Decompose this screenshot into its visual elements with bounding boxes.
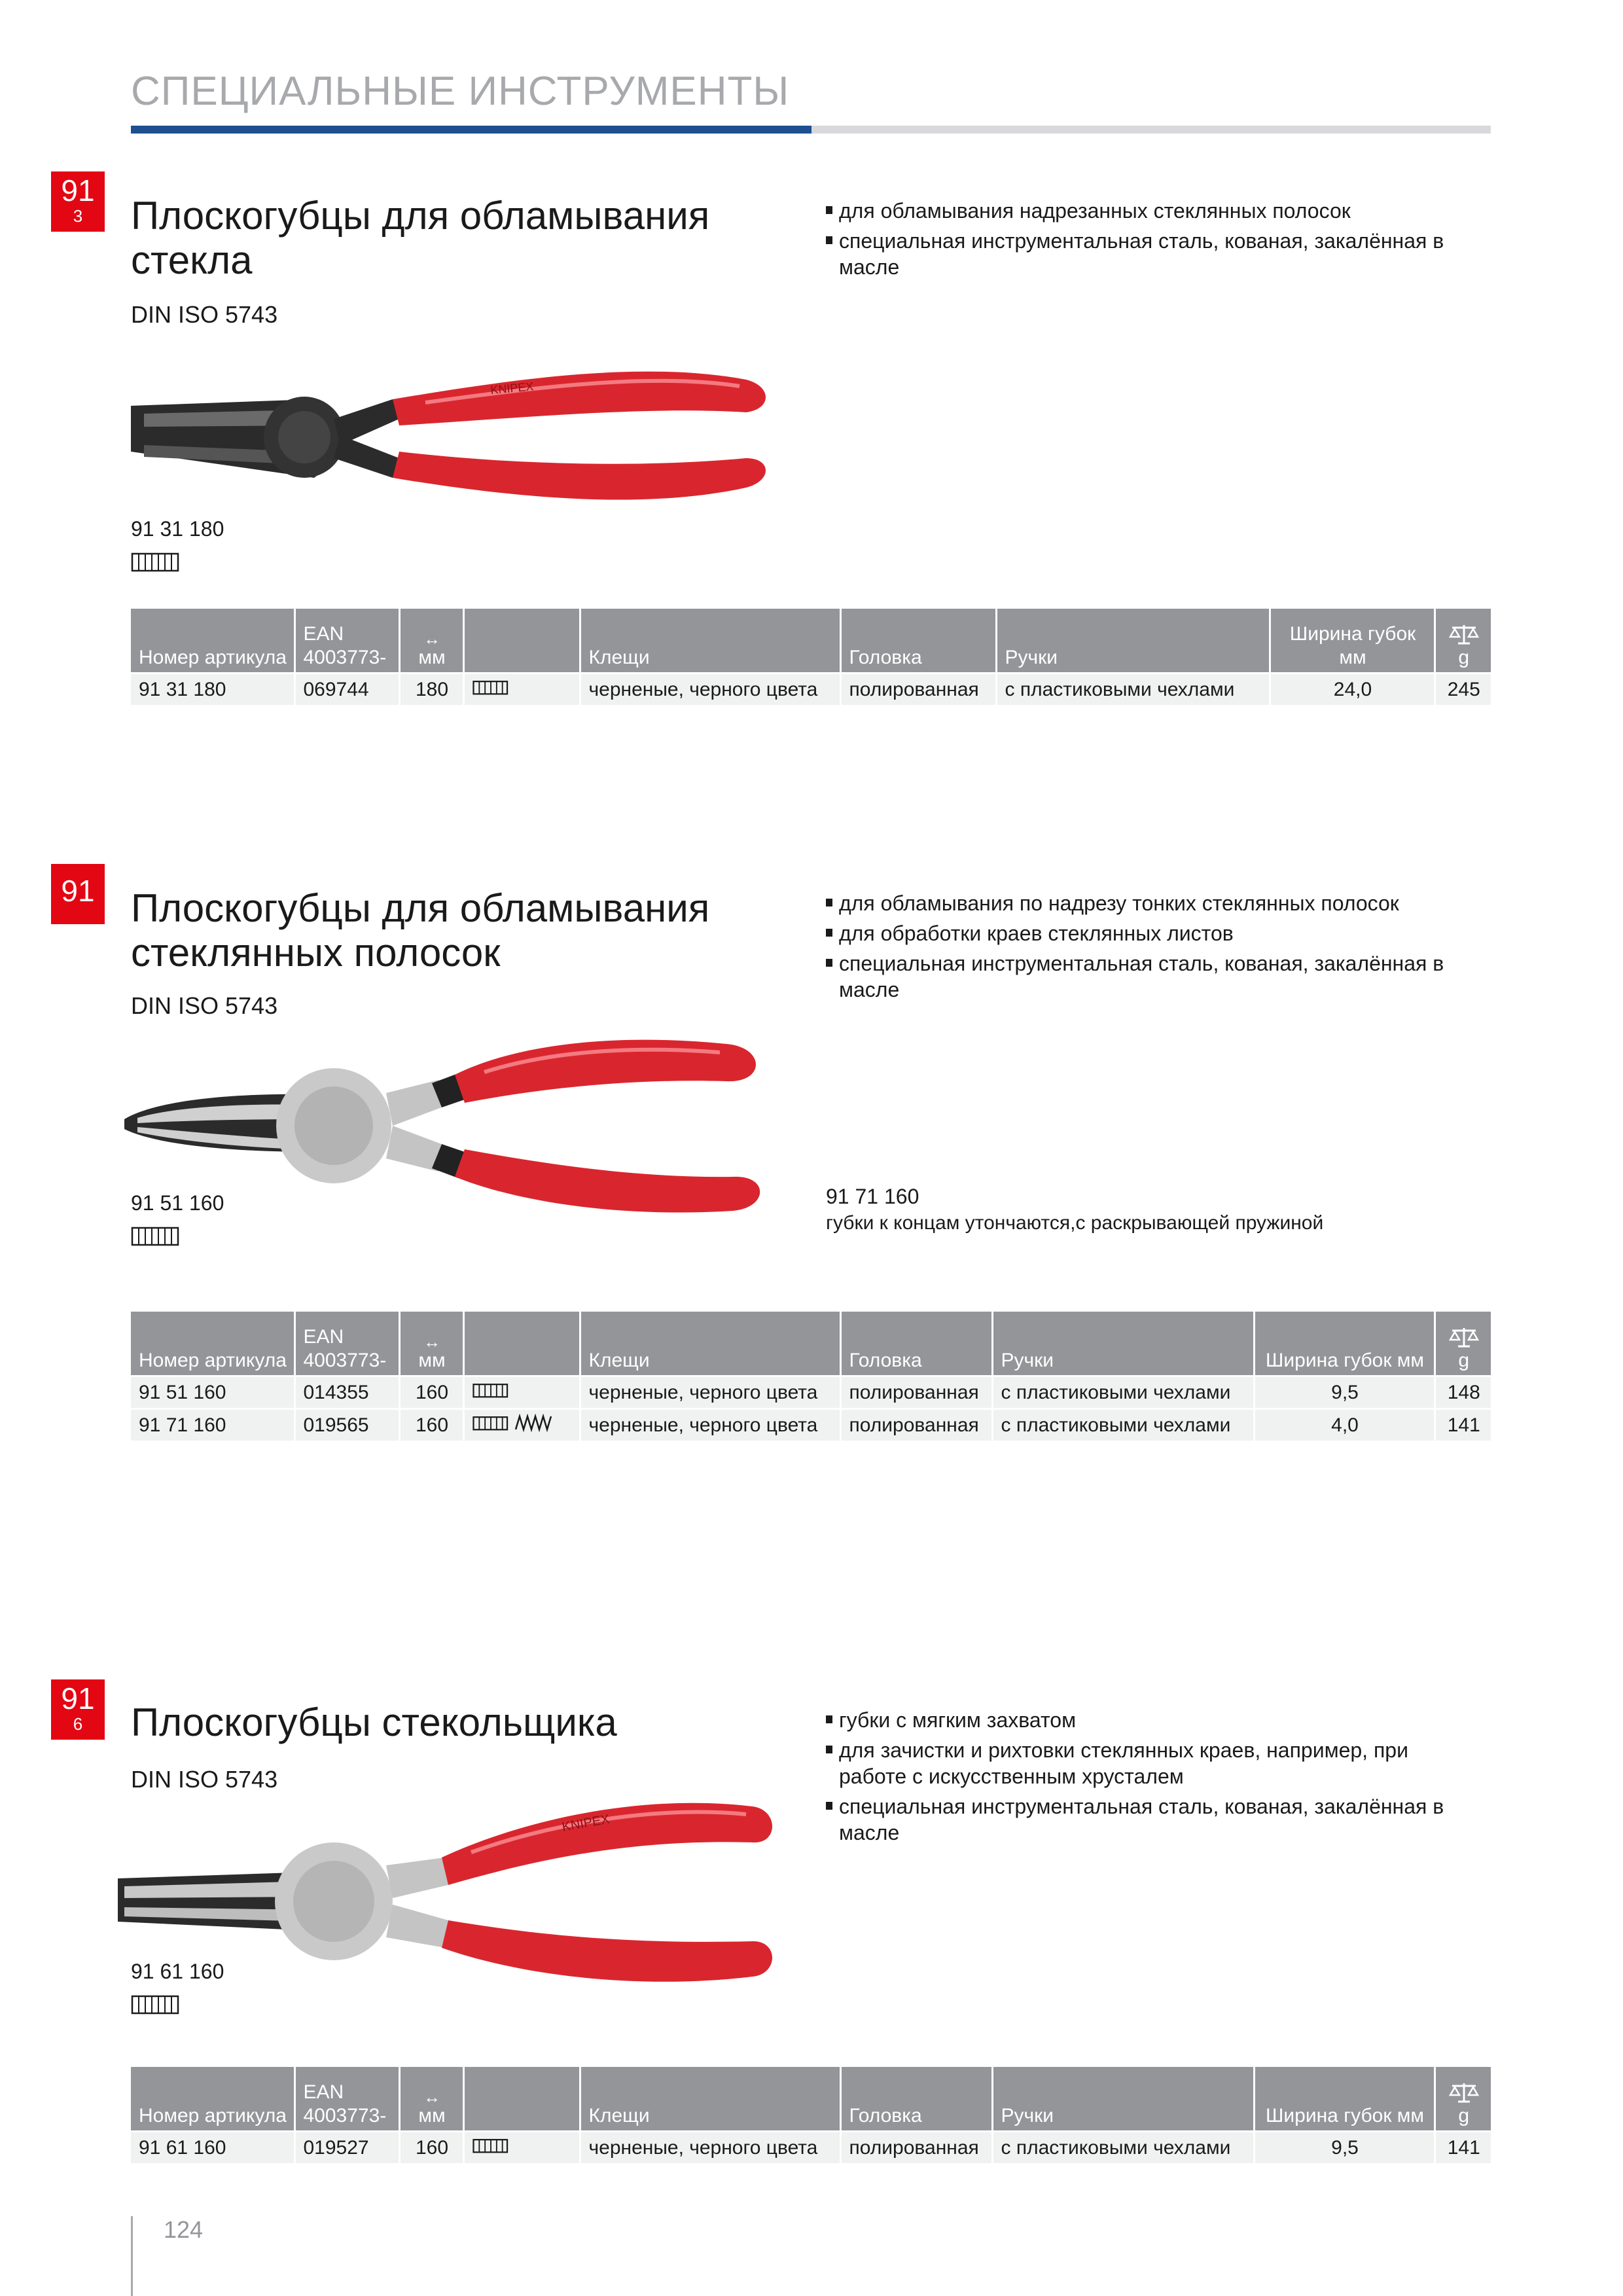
- cell-head: полированная: [840, 673, 996, 705]
- col-jaw-width: Ширина губок мм: [1270, 609, 1435, 673]
- product-title-line: Плоскогубцы для обламывания: [131, 886, 710, 930]
- badge-subnumber: 3: [73, 206, 83, 226]
- cell-handles: с пластиковыми чехлами: [992, 1408, 1254, 1441]
- feature-list: [826, 198, 1467, 284]
- cell-length: 160: [399, 2131, 463, 2163]
- cell-weight: 141: [1435, 1408, 1491, 1441]
- spring-icon: [514, 1414, 554, 1432]
- cell-article: 91 71 160: [131, 1408, 294, 1441]
- feature-item: для зачистки и рихтовки стеклянных краев, например, при работе с искусственным хрусталем: [826, 1737, 1467, 1789]
- pliers-image: [118, 353, 772, 537]
- feature-item: специальная инструментальная сталь, кованая, закалённая в масле: [826, 1793, 1467, 1846]
- col-article: Номер артикула: [131, 609, 294, 673]
- scale-icon: [1449, 2081, 1479, 2104]
- table-row: [131, 1408, 1491, 1441]
- spec-table: [131, 609, 1491, 705]
- din-standard: DIN ISO 5743: [131, 992, 278, 1019]
- jaw-grip-icon: [473, 1414, 509, 1432]
- footer-rule: [131, 2216, 133, 2296]
- scale-icon: [1449, 1325, 1479, 1349]
- col-weight: g: [1435, 1312, 1491, 1376]
- table-row: [131, 1376, 1491, 1408]
- col-ean: EAN 4003773-: [294, 2067, 399, 2131]
- col-weight: g: [1435, 609, 1491, 673]
- length-arrow-icon: ↔: [423, 1331, 440, 1352]
- product-title-line: Плоскогубцы для обламывания: [131, 194, 710, 238]
- page-number: 124: [164, 2216, 204, 2243]
- article-label: 91 51 160: [131, 1191, 224, 1215]
- badge-number: 91: [61, 874, 95, 908]
- feature-list: [826, 890, 1467, 1007]
- section-badge: [51, 864, 105, 924]
- cell-weight: 148: [1435, 1376, 1491, 1408]
- variant-code: 91 71 160: [826, 1185, 919, 1208]
- col-length: ↔ мм: [399, 1312, 463, 1376]
- cell-head: полированная: [840, 1408, 992, 1441]
- cell-ean: 019527: [294, 2131, 399, 2163]
- feature-item: специальная инструментальная сталь, кованая, закалённая в масле: [826, 228, 1467, 280]
- cell-article: 91 51 160: [131, 1376, 294, 1408]
- section-badge: [51, 1679, 105, 1740]
- col-pliers: Клещи: [580, 1312, 840, 1376]
- col-head: Головка: [840, 609, 996, 673]
- cell-jaw-width: 4,0: [1254, 1408, 1435, 1441]
- col-ean: EAN 4003773-: [294, 609, 399, 673]
- col-icon: [463, 1312, 580, 1376]
- cell-ean: 019565: [294, 1408, 399, 1441]
- col-article: Номер артикула: [131, 2067, 294, 2131]
- badge-number: 91: [61, 173, 95, 207]
- product-title: [131, 194, 709, 283]
- col-jaw-width: Ширина губок мм: [1254, 1312, 1435, 1376]
- table-row: [131, 673, 1491, 705]
- table-header-row: [131, 1312, 1491, 1376]
- product-title: [131, 886, 709, 975]
- cell-handles: с пластиковыми чехлами: [992, 1376, 1254, 1408]
- cell-article: 91 31 180: [131, 673, 294, 705]
- cell-icon: [463, 1408, 580, 1441]
- col-pliers: Клещи: [580, 2067, 840, 2131]
- cell-ean: 014355: [294, 1376, 399, 1408]
- badge-number: 91: [61, 1681, 95, 1715]
- product-title-line: стекла: [131, 238, 253, 282]
- jaw-grip-icon: [131, 550, 181, 573]
- col-head: Головка: [840, 1312, 992, 1376]
- cell-handles: с пластиковыми чехлами: [996, 673, 1270, 705]
- col-length: ↔ мм: [399, 2067, 463, 2131]
- cell-icon: [463, 1376, 580, 1408]
- brand-imprint: KNIPEX: [490, 380, 535, 397]
- header-divider-accent: [131, 126, 812, 134]
- jaw-grip-icon: [131, 1992, 181, 2016]
- col-icon: [463, 2067, 580, 2131]
- section-badge: [51, 171, 105, 232]
- product-title-line: Плоскогубцы стекольщика: [131, 1700, 617, 1744]
- product-title-line: стеклянных полосок: [131, 931, 501, 975]
- cell-jaw-width: 24,0: [1270, 673, 1435, 705]
- cell-article: 91 61 160: [131, 2131, 294, 2163]
- col-handles: Ручки: [992, 1312, 1254, 1376]
- length-arrow-icon: ↔: [423, 2087, 440, 2107]
- spec-table: [131, 2067, 1491, 2163]
- article-label: 91 61 160: [131, 1960, 224, 1983]
- col-article: Номер артикула: [131, 1312, 294, 1376]
- article-label: 91 31 180: [131, 517, 224, 541]
- din-standard: DIN ISO 5743: [131, 301, 278, 328]
- length-arrow-icon: ↔: [423, 628, 440, 649]
- jaw-grip-icon: [131, 1224, 181, 1247]
- cell-handles: с пластиковыми чехлами: [992, 2131, 1254, 2163]
- badge-subnumber: 6: [73, 1714, 83, 1734]
- jaw-grip-icon: [473, 1381, 509, 1399]
- cell-length: 160: [399, 1376, 463, 1408]
- cell-head: полированная: [840, 2131, 992, 2163]
- cell-head: полированная: [840, 1376, 992, 1408]
- col-length: ↔ мм: [399, 609, 463, 673]
- cell-pliers: черненые, черного цвета: [580, 1408, 840, 1441]
- cell-jaw-width: 9,5: [1254, 1376, 1435, 1408]
- feature-item: для обламывания по надрезу тонких стеклянных полосок: [826, 890, 1467, 916]
- variant-note: губки к концам утончаются,с раскрывающей пружиной: [826, 1212, 1324, 1234]
- cell-pliers: черненые, черного цвета: [580, 2131, 840, 2163]
- col-handles: Ручки: [992, 2067, 1254, 2131]
- cell-length: 180: [399, 673, 463, 705]
- cell-icon: [463, 673, 580, 705]
- feature-item: для обработки краев стеклянных листов: [826, 920, 1467, 946]
- col-weight: g: [1435, 2067, 1491, 2131]
- cell-jaw-width: 9,5: [1254, 2131, 1435, 2163]
- feature-item: специальная инструментальная сталь, кованая, закалённая в масле: [826, 950, 1467, 1003]
- page-header-title: СПЕЦИАЛЬНЫЕ ИНСТРУМЕНТЫ: [131, 69, 790, 114]
- jaw-grip-icon: [473, 2136, 509, 2155]
- table-header-row: [131, 2067, 1491, 2131]
- din-standard: DIN ISO 5743: [131, 1766, 278, 1793]
- cell-weight: 141: [1435, 2131, 1491, 2163]
- cell-icon: [463, 2131, 580, 2163]
- col-pliers: Клещи: [580, 609, 840, 673]
- spec-table: [131, 1312, 1491, 1441]
- cell-pliers: черненые, черного цвета: [580, 673, 840, 705]
- col-ean: EAN 4003773-: [294, 1312, 399, 1376]
- feature-item: для обламывания надрезанных стеклянных полосок: [826, 198, 1467, 224]
- col-head: Головка: [840, 2067, 992, 2131]
- col-handles: Ручки: [996, 609, 1270, 673]
- col-icon: [463, 609, 580, 673]
- col-jaw-width: Ширина губок мм: [1254, 2067, 1435, 2131]
- feature-list: [826, 1707, 1467, 1850]
- table-row: [131, 2131, 1491, 2163]
- cell-weight: 245: [1435, 673, 1491, 705]
- brand-imprint: KNIPEX: [561, 1812, 611, 1835]
- cell-ean: 069744: [294, 673, 399, 705]
- jaw-grip-icon: [473, 678, 509, 696]
- table-header-row: [131, 609, 1491, 673]
- feature-item: губки с мягким захватом: [826, 1707, 1467, 1733]
- scale-icon: [1449, 622, 1479, 646]
- product-title: [131, 1700, 617, 1745]
- cell-pliers: черненые, черного цвета: [580, 1376, 840, 1408]
- cell-length: 160: [399, 1408, 463, 1441]
